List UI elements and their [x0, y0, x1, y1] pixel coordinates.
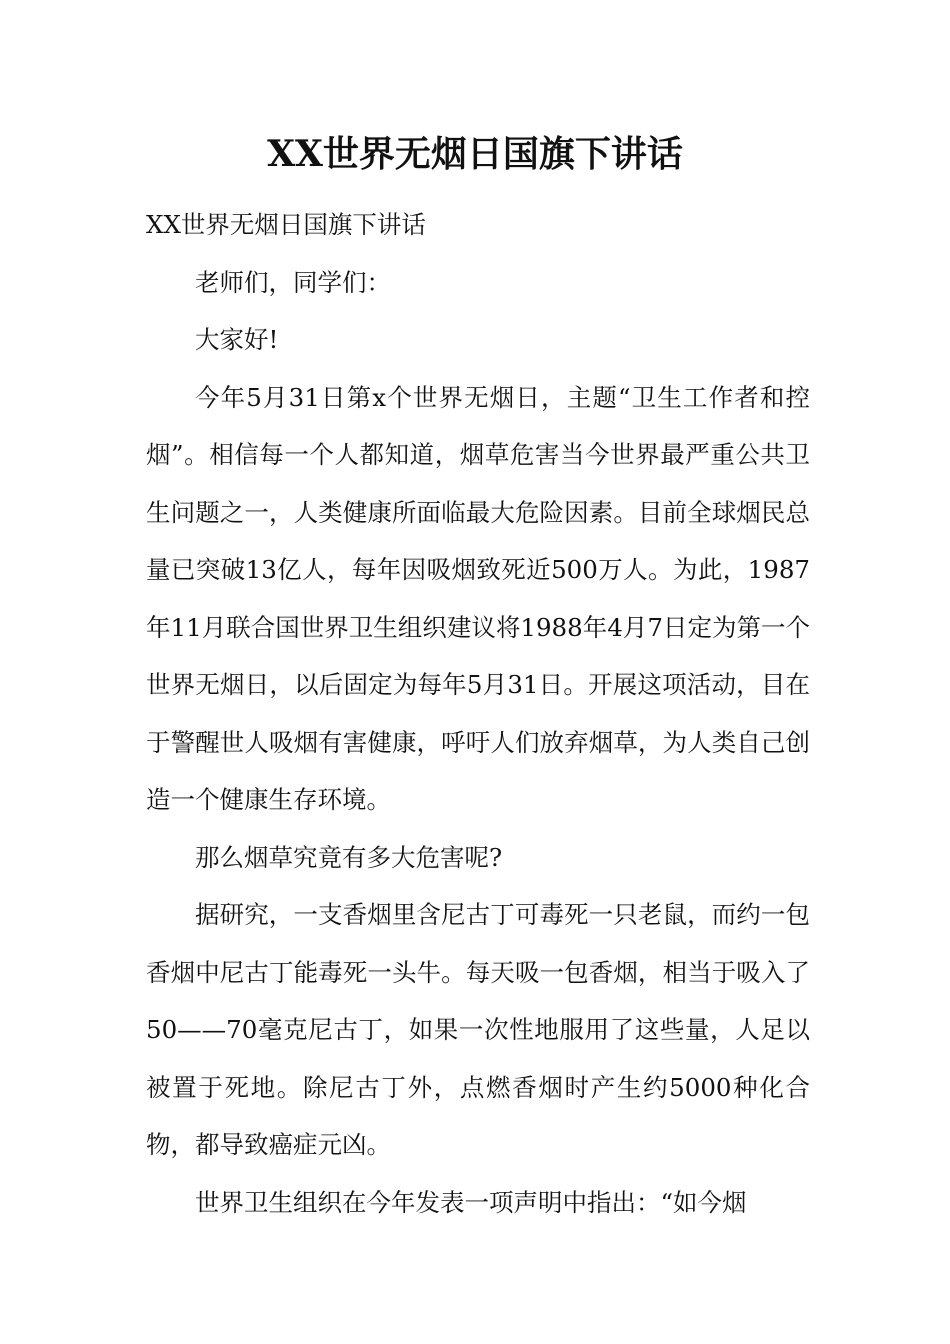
- document-subtitle: XX世界无烟日国旗下讲话: [146, 210, 426, 239]
- paragraph-world-no-tobacco-day: 今年5月31日第x个世界无烟日，主题“卫生工作者和控烟”。相信每一个人都知道，烟草危害当今世界最严重公共卫生问题之一，人类健康所面临最大危险因素。目前全球烟民总量已突破13亿人，每年因吸烟致死近500万人。为此，1987年11月联合国世界卫生组织建议将1988年4月7日定为第一个世界无烟日，以后固定为每年5月31日。开展这项活动，目在于警醒世人吸烟有害健康，呼吁人们放弃烟草，为人类自己创造一个健康生存环境。: [146, 382, 810, 814]
- paragraph-question: 那么烟草究竟有多大危害呢?: [195, 842, 503, 872]
- document-title: XX世界无烟日国旗下讲话: [267, 133, 683, 175]
- document-body: [146, 196, 810, 1231]
- paragraph-who-statement: 世界卫生组织在今年发表一项声明中指出：“如今烟: [195, 1187, 747, 1217]
- paragraph-greeting-all: 大家好!: [195, 325, 279, 354]
- paragraph-research: 据研究，一支香烟里含尼古丁可毒死一只老鼠，而约一包香烟中尼古丁能毒死一头牛。每天吸一包香烟，相当于吸入了50——70毫克尼古丁，如果一次性地服用了这些量，人足以被置于死地。除尼古丁外，点燃香烟时产生约5000种化合物，都导致癌症元凶。: [146, 900, 810, 1159]
- paragraph-greeting-teachers: 老师们，同学们：: [195, 267, 391, 297]
